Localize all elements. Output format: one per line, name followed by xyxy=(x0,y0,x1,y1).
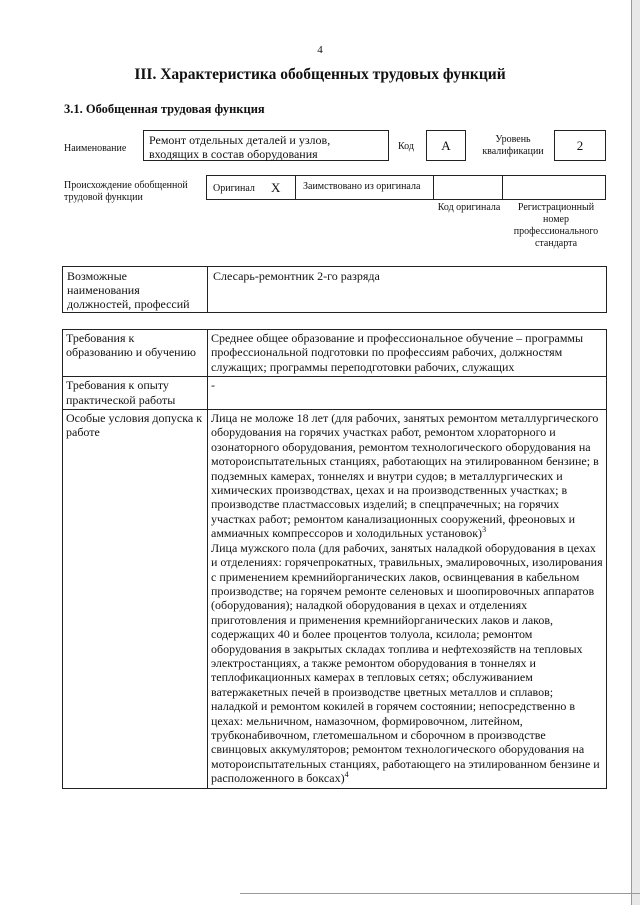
special-label: Особые условия допуска к работе xyxy=(63,410,208,789)
special-paragraph-1 xyxy=(211,411,603,541)
original-mark: Х xyxy=(271,180,281,195)
positions-divider xyxy=(207,267,208,312)
positions-table xyxy=(62,266,607,313)
scan-edge-right xyxy=(631,0,640,905)
special-paragraph-2 xyxy=(211,541,603,786)
origin-row xyxy=(206,175,606,200)
borrowed-label: Заимствовано из оригинала xyxy=(303,181,421,192)
section-heading: 3.1. Обобщенная трудовая функция xyxy=(64,102,265,116)
origin-label: Происхождение обобщенной трудовой функции xyxy=(64,180,188,203)
code-value: А xyxy=(426,130,466,161)
table-row xyxy=(63,410,607,789)
footnote-4: 4 xyxy=(344,770,349,780)
origin-divider-1 xyxy=(295,175,296,200)
education-label: Требования к образованию и обучению xyxy=(63,330,208,377)
level-label: Уровень квалификации xyxy=(482,134,544,157)
education-value: Среднее общее образование и профессиональное обучение – программы профессиональной подготовки по профессиям рабочих, должностям служащих; программы переподготовки рабочих, служащих xyxy=(208,330,607,377)
code-original-caption: Код оригинала xyxy=(437,202,501,213)
experience-label: Требования к опыту практической работы xyxy=(63,377,208,410)
requirements-table xyxy=(62,329,607,789)
table-row xyxy=(63,377,607,410)
special-p1-text: Лица не моложе 18 лет (для рабочих, занятых ремонтом металлургического оборудования на горячих участках работ, ремонтом хлораторного и озонаторного оборудования, ремонтом технологического оборудования на мотороиспытательных станциях, работающих на этилированном бензине; в подземных камерах, тоннелях и внутри судов; в металлургических и химических производствах, цехах и на производственных участках; в производстве пластмассовых изделий; в спецпрачечных; на горячих участках работ; ремонтом канализационных сооружений, фреоновых и аммиачных компрессоров и холодильных установок) xyxy=(211,411,599,541)
level-value: 2 xyxy=(554,130,606,161)
original-label: Оригинал xyxy=(213,183,255,194)
special-value xyxy=(208,410,607,789)
special-p2-text: Лица мужского пола (для рабочих, занятых наладкой оборудования в цехах и отделениях: горячепрокатных, травильных, эмалировочных, изолирования с применением кремнийорганических лаков, освинцевания в кабельном производстве; на горячем ремонте селеновых и шоопировочных аппаратов (оборудования); наладкой оборудования в цехах и отделениях приготовления и применения кремнийорганических лаков и лаков, содержащих 40 и более процентов толуола, ксилола; ремонтом оборудования в закрытых складах топлива и нефтехозяйств на тепловых электростанциях, а также ремонтом оборудования в тоннелях и теплофикационных камерах в тепловых сетях; обслуживанием ватержакетных печей в производстве цветных металлов и сплавов; наладкой и ремонтом кокилей в горячем состоянии; непосредственно в цехах: мельничном, намазочном, формировочном, литейном, трубконабивочном, глетомешальном и сборочном в производстве свинцовых аккумуляторов; ремонтом технологического оборудования на мотороиспытательных станциях, работающего на этилированном бензине и расположенного в боксах) xyxy=(211,540,603,786)
page-number: 4 xyxy=(317,44,323,56)
reg-number-caption: Регистрационный номер профессионального стандарта xyxy=(513,202,599,249)
origin-divider-2 xyxy=(433,175,434,200)
origin-divider-3 xyxy=(502,175,503,200)
table-row xyxy=(63,330,607,377)
name-value-box xyxy=(143,130,389,161)
name-value: Ремонт отдельных деталей и узлов, входящих в состав оборудования xyxy=(149,133,331,161)
positions-value: Слесарь-ремонтник 2-го разряда xyxy=(213,269,380,283)
footnote-3: 3 xyxy=(482,525,487,535)
positions-label: Возможные наименования должностей, профессий xyxy=(67,269,190,311)
name-label: Наименование xyxy=(64,143,127,154)
scan-edge-bottom xyxy=(240,893,640,894)
experience-value: - xyxy=(208,377,607,410)
code-label: Код xyxy=(398,141,414,152)
page-title: III. Характеристика обобщенных трудовых функций xyxy=(134,66,506,83)
